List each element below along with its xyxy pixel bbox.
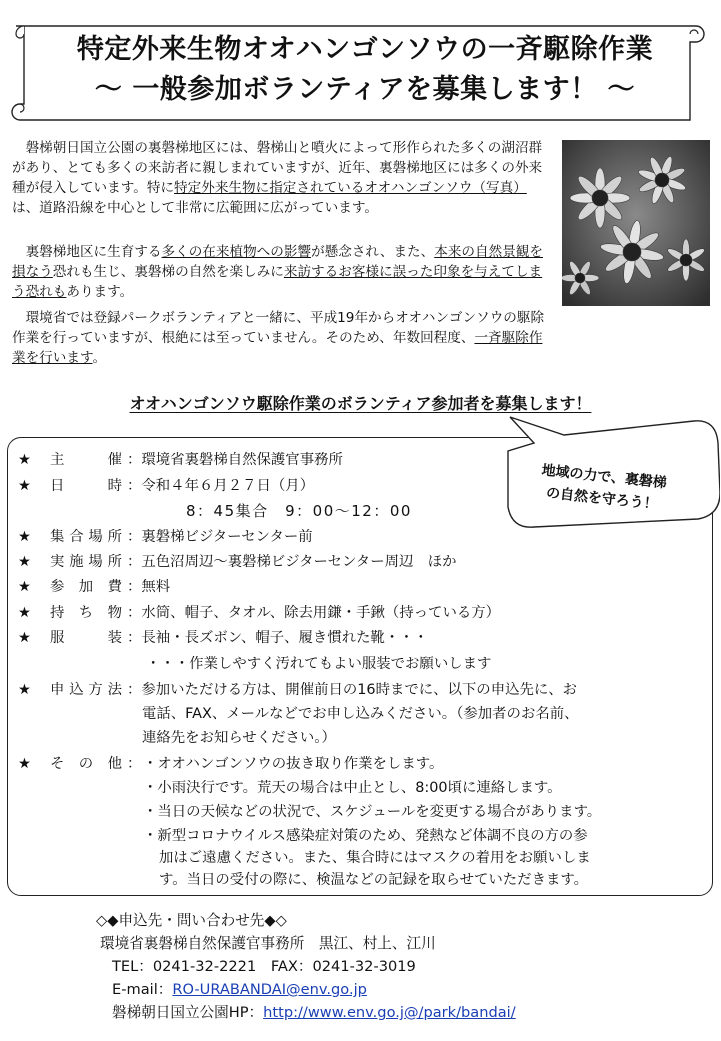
label-location: 実施場所 <box>50 554 122 570</box>
value-time: 8：45集合 9：00～12：00 <box>186 502 412 520</box>
label-clothing: 服 装 <box>50 630 122 646</box>
star-bullet: ★ <box>18 478 31 494</box>
value-clothing: ：長袖・長ズボン、帽子、履き慣れた靴・・・ <box>127 630 429 646</box>
recruit-heading: オオハンゴンソウ駆除作業のボランティア参加者を募集します！ <box>129 394 592 413</box>
title-line-2: ～ 一般参加ボランティアを募集します！ ～ <box>94 74 636 105</box>
other-item-1: ・オオハンゴンソウの抜き取り作業をします。 <box>143 756 444 772</box>
star-bullet: ★ <box>18 529 31 545</box>
value-location: ：五色沼周辺～裏磐梯ビジターセンター周辺 ほか <box>127 554 457 570</box>
star-bullet: ★ <box>18 605 31 621</box>
value-belongings: ：水筒、帽子、タオル、除去用鎌・手鍬（持っている方） <box>127 605 501 621</box>
star-bullet: ★ <box>18 630 31 646</box>
star-bullet: ★ <box>18 682 31 698</box>
value-meeting: ：裏磐梯ビジターセンター前 <box>127 529 313 545</box>
callout-line-2: の自然を守ろう！ <box>545 485 659 513</box>
contact-email-line <box>112 979 367 1001</box>
contact-hp-line <box>112 1002 516 1024</box>
star-bullet: ★ <box>18 554 31 570</box>
contact-office: 環境省裏磐梯自然保護官事務所 黒江、村上、江川 <box>100 935 436 952</box>
value-apply: ：参加いただける方は、開催前日の16時までに、以下の申込先に、お <box>127 682 578 698</box>
email-label: E-mail： <box>112 981 173 998</box>
intro-paragraph-2: 裏磐梯地区に生育する多くの在来植物への影響が懸念され、また、本来の自然景観を損なう恐れも生じ、裏磐梯の自然を楽しみに来訪するお客様に誤った印象を与えてしまう恐れもあります。 <box>12 244 543 300</box>
star-bullet: ★ <box>18 452 31 468</box>
value-other-colon: ： <box>127 756 142 772</box>
hp-link[interactable]: http://www.env.go.j@/park/bandai/ <box>263 1004 516 1021</box>
value-organizer: ：環境省裏磐梯自然保護官事務所 <box>127 452 343 468</box>
value-fee: ：無料 <box>127 579 171 595</box>
label-date: 日 時 <box>50 478 122 494</box>
email-link[interactable]: RO-URABANDAI@env.go.jp <box>172 981 367 998</box>
title-line-1: 特定外来生物オオハンゴンソウの一斉駆除作業 <box>76 34 654 65</box>
label-organizer: 主 催 <box>50 452 122 468</box>
label-meeting: 集合場所 <box>50 529 122 545</box>
star-bullet: ★ <box>18 579 31 595</box>
other-item-4: ・新型コロナウイルス感染症対策のため、発熱など体調不良の方の参 <box>143 828 588 844</box>
other-item-2: ・小雨決行です。荒天の場合は中止とし、8:00頃に連絡します。 <box>143 780 562 796</box>
callout-line-1: 地域の力で、裏磐梯 <box>540 462 668 492</box>
other-item-3: ・当日の天候などの状況で、スケジュールを変更する場合があります。 <box>143 804 602 820</box>
contact-tel-fax: TEL：0241-32-2221 FAX：0241-32-3019 <box>112 958 416 975</box>
value-apply-2: 電話、FAX、メールなどでお申し込みください。（参加者のお名前、 <box>142 706 579 722</box>
contact-heading: ◇◆申込先・問い合わせ先◆◇ <box>96 912 287 929</box>
value-apply-3: 連絡先をお知らせください。） <box>142 730 336 746</box>
value-date: ：令和４年６月２７日（月） <box>127 478 315 494</box>
label-apply: 申込方法 <box>50 682 122 698</box>
label-belongings: 持ち物 <box>50 605 122 621</box>
page-title <box>20 30 710 110</box>
label-fee: 参加費 <box>50 579 122 595</box>
value-clothing-2: ・・・作業しやすく汚れてもよい服装でお願いします <box>146 656 492 672</box>
hp-label: 磐梯朝日国立公園HP： <box>112 1004 264 1021</box>
flower-photo <box>562 140 710 306</box>
intro-paragraph-3: 環境省では登録パークボランティアと一緒に、平成19年からオオハンゴンソウの駆除作業を行っていますが、根絶には至っていません。そのため、年数回程度、一斉駆除作業を行います。 <box>12 310 545 366</box>
label-other: その他 <box>50 756 122 772</box>
star-bullet: ★ <box>18 756 31 772</box>
other-item-4-line-2: 加はご遠慮ください。また、集合時にはマスクの着用をお願いしま <box>159 850 591 866</box>
intro-paragraph-1: 磐梯朝日国立公園の裏磐梯地区には、磐梯山と噴火によって形作られた多くの湖沼群があり、とても多くの来訪者に親しまれていますが、近年、裏磐梯地区には多くの外来種が侵入しています。特に特定外来生物に指定されているオオハンゴンソウ（写真）は、道路沿線を中心として非常に広範囲に広がっています。 <box>12 140 543 216</box>
other-item-4-line-3: す。当日の受付の際に、検温などの記録を取らせていただきます。 <box>159 872 588 888</box>
